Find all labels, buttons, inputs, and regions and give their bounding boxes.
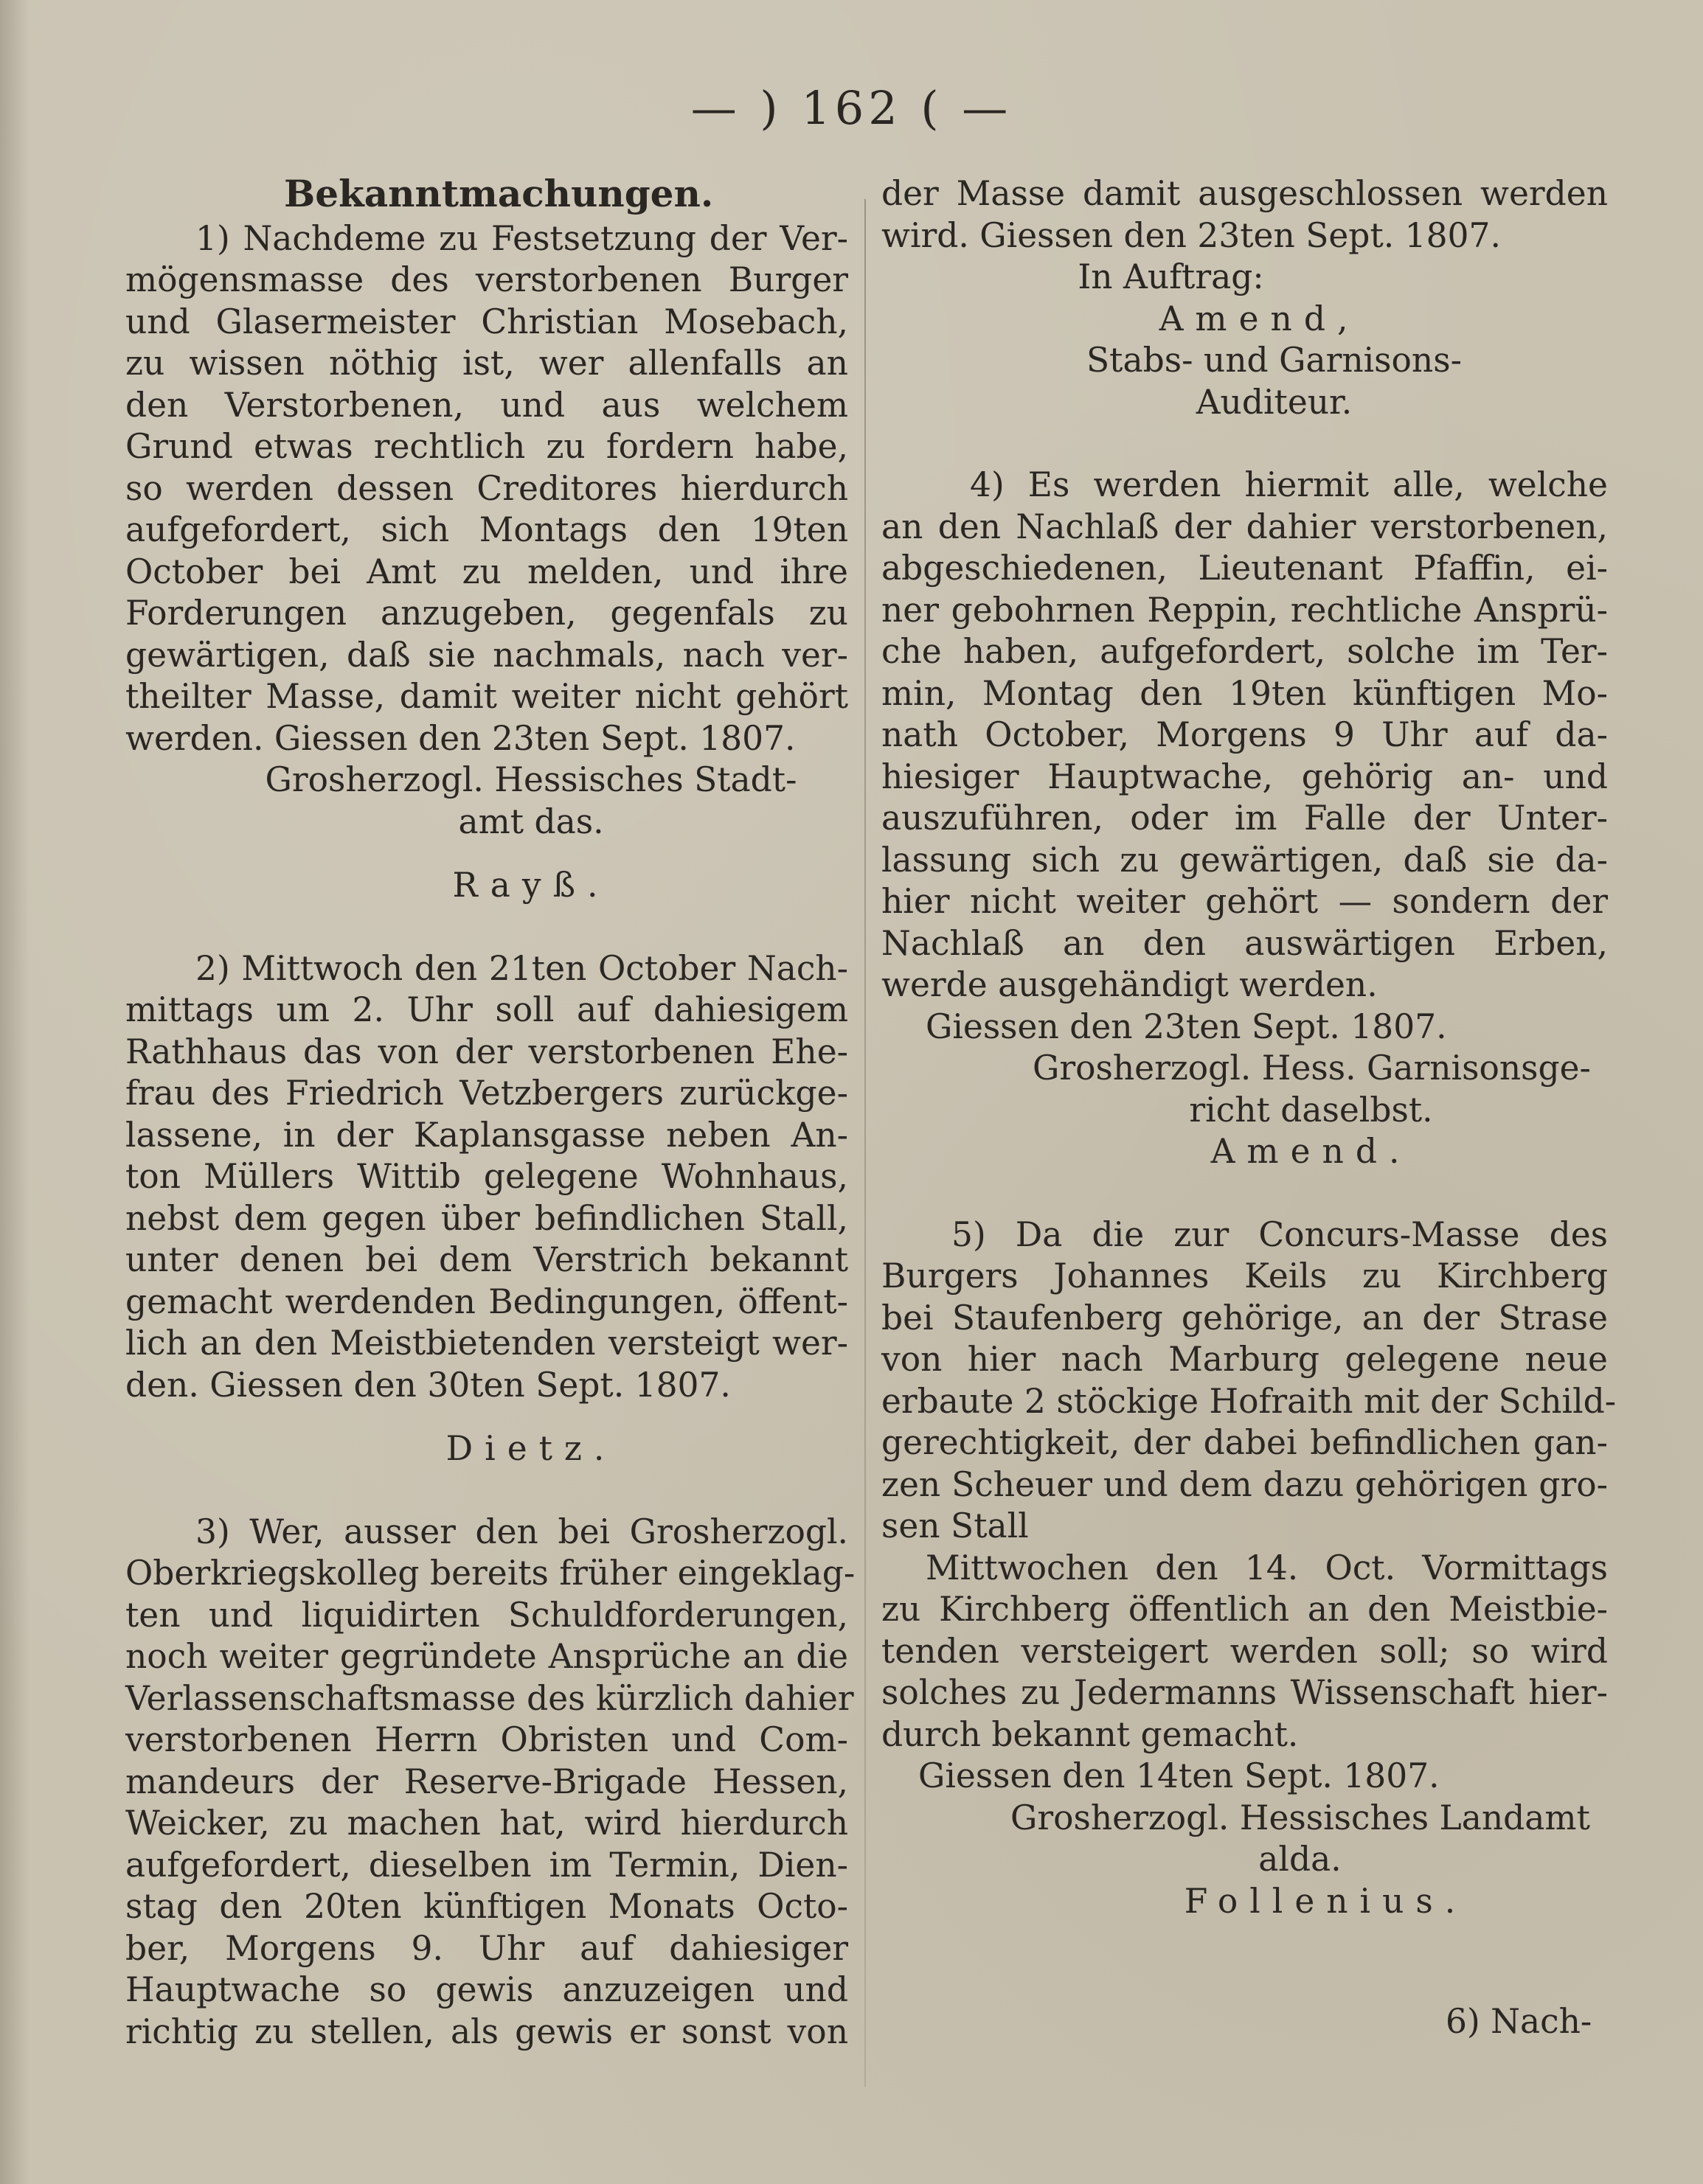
notice-2-line: ton Müllers Wittib gelegene Wohnhaus, [125,1157,848,1196]
notice-4-line: abgeschiedenen, Lieutenant Pfaffin, ei- [881,549,1608,588]
notice-5-line: zen Scheuer und dem dazu gehörigen gro- [881,1464,1608,1504]
notice-5-line: durch bekannt gemacht. [881,1714,1299,1754]
notice-1-line: und Glasermeister Christian Mosebach, [125,302,848,341]
notice-3-line: Hauptwache so gewis anzuzeigen und [125,1970,848,2009]
notice-3-line: richtig zu stellen, als gewis er sonst von [125,2011,848,2051]
notice-1-line: October bei Amt zu melden, und ihre [125,552,848,591]
notice-5-line: 5) Da die zur Concurs-Masse des [951,1214,1608,1254]
notice-1-line: Grund etwas rechtlich zu fordern habe, [125,427,848,466]
notice-3-signature: Stabs- und Garnisons- [1086,341,1462,380]
section-heading: Bekanntmachungen. [284,172,714,215]
right-column [881,173,1617,2120]
page-number: — ) 162 ( — [690,81,1013,135]
notice-5-line: erbaute 2 stöckige Hofraith mit der Schild- [881,1381,1617,1421]
notice-3-line: stag den 20ten künftigen Monats Octo- [125,1887,848,1926]
notice-4-line: min, Montag den 19ten künftigen Mo- [881,673,1608,713]
notice-4-line: nath October, Morgens 9 Uhr auf da- [881,715,1608,754]
notice-2-line: gemacht werdenden Bedingungen, öffent- [125,1281,848,1321]
notice-4-line: che haben, aufgefordert, solche im Ter- [881,632,1608,671]
notice-5-date: Giessen den 14ten Sept. 1807. [918,1756,1440,1795]
notice-4-line: an den Nachlaß der dahier verstorbenen, [881,507,1608,546]
notice-1-line: gewärtigen, daß sie nachmals, nach ver- [125,635,848,675]
notice-1-line: Forderungen anzugeben, gegenfals zu [125,594,848,633]
notice-4-authority: Grosherzogl. Hess. Garnisonsge- [1033,1048,1591,1088]
notice-2-line: nebst dem gegen über befindlichen Stall, [125,1198,848,1238]
notice-4-line: ner gebohrnen Reppin, rechtliche Ansprü- [881,590,1608,630]
notice-2-signature: Dietz. [445,1429,617,1468]
notice-4-line: werde ausgehändigt werden. [881,965,1378,1004]
notice-4-line: Nachlaß an den auswärtigen Erben, [881,923,1608,963]
notice-3-line: der Masse damit ausgeschlossen werden [881,174,1608,213]
notice-2-line: 2) Mittwoch den 21ten October Nach- [195,948,848,988]
notice-3-line: Verlassenschaftsmasse des kürzlich dahier [125,1678,854,1718]
notice-3-continued [881,173,1608,423]
left-column [125,172,856,2120]
notice-2-line: Rathhaus das von der verstorbenen Ehe- [125,1032,848,1071]
notice-4-line: hiesiger Hauptwache, gehörig an- und [881,757,1608,796]
column-divider [864,199,866,2087]
notice-1-signature: Rayß. [452,866,610,905]
notice-3-line: ten und liquidirten Schuldforderungen, [125,1595,848,1635]
notice-3-line: Oberkriegskolleg bereits früher eingeklag- [125,1554,856,1593]
notice-1-authority: Grosherzogl. Hessisches Stadt- [265,760,797,799]
notice-5 [881,1214,1617,1923]
notice-1-line: theilter Masse, damit weiter nicht gehört [125,677,848,716]
notice-2-line: unter denen bei dem Verstrich bekannt [125,1240,848,1279]
notice-1-line: den Verstorbenen, und aus welchem [125,385,848,425]
notice-5-line: solches zu Jedermanns Wissenschaft hier- [881,1673,1608,1712]
notice-5-line: zu Kirchberg öffentlich an den Meistbie- [881,1590,1608,1629]
notice-1-authority: amt das. [458,801,604,841]
notice-4-signature: Amend. [1210,1132,1412,1171]
notice-5-authority: alda. [1258,1840,1342,1879]
notice-5-line: Mittwochen den 14. Oct. Vormittags [926,1548,1608,1587]
notice-5-line: bei Staufenberg gehörige, an der Strase [881,1298,1608,1338]
notice-5-signature: Follenius. [1184,1881,1468,1921]
notice-2-line: lassene, in der Kaplansgasse neben An- [125,1115,848,1155]
notice-2-line: frau des Friedrich Vetzbergers zurückge- [125,1074,848,1113]
notice-1-line: mögensmasse des verstorbenen Burger [125,260,848,299]
notice-3-line: Weicker, zu machen hat, wird hierdurch [125,1804,848,1843]
in-auftrag-label: In Auftrag: [1078,257,1264,296]
notice-4-line: hier nicht weiter gehört — sondern der [881,882,1608,921]
notice-4-line: auszuführen, oder im Falle der Unter- [881,799,1608,838]
notice-4-authority: richt daselbst. [1189,1090,1433,1130]
notice-5-authority: Grosherzogl. Hessisches Landamt [1010,1798,1590,1837]
notice-3-line: noch weiter gegründete Ansprüche an die [125,1637,848,1676]
notice-5-line: von hier nach Marburg gelegene neue [881,1340,1608,1379]
notice-3-line: 3) Wer, ausser den bei Grosherzogl. [195,1512,848,1551]
notice-4-line: lassung sich zu gewärtigen, daß sie da- [881,840,1608,880]
notice-5-line: Burgers Johannes Keils zu Kirchberg [881,1256,1608,1296]
notice-3-line: verstorbenen Herrn Obristen und Com- [125,1720,848,1759]
notice-4 [881,465,1608,1173]
page-edge-shadow [0,0,30,2184]
notice-2-line: lich an den Meistbietenden versteigt wer- [125,1324,848,1363]
notice-1-line: zu wissen nöthig ist, wer allenfalls an [125,344,848,383]
notice-3-line: ber, Morgens 9. Uhr auf dahiesiger [125,1928,848,1968]
notice-3-line: mandeurs der Reserve-Brigade Hessen, [125,1762,848,1801]
notice-1-line: so werden dessen Creditores hierdurch [125,468,848,508]
notice-5-line: tenden versteigert werden soll; so wird [881,1631,1608,1671]
notice-4-line: 4) Es werden hiermit alle, welche [970,465,1608,504]
notice-1-line: werden. Giessen den 23ten Sept. 1807. [125,718,796,758]
notice-3-signature: Auditeur. [1196,382,1353,422]
notice-3-signature: Amend, [1159,299,1360,338]
notice-1-line: aufgefordert, sich Montags den 19ten [125,510,848,549]
notice-1 [125,218,848,907]
notice-4-date: Giessen den 23ten Sept. 1807. [926,1006,1447,1046]
notice-5-line: sen Stall [881,1506,1029,1545]
catchword: 6) Nach- [1446,2002,1592,2041]
notice-2-line: mittags um 2. Uhr soll auf dahiesigem [125,990,848,1029]
notice-3-line: wird. Giessen den 23ten Sept. 1807. [881,215,1501,255]
notice-2-line: den. Giessen den 30ten Sept. 1807. [125,1365,731,1405]
notice-3 [125,1512,856,2053]
notice-2 [125,948,848,1470]
notice-3-line: aufgefordert, dieselben im Termin, Dien- [125,1845,848,1885]
notice-5-line: gerechtigkeit, der dabei befindlichen gan- [881,1423,1608,1462]
notice-1-line: 1) Nachdeme zu Festsetzung der Ver- [195,218,848,258]
